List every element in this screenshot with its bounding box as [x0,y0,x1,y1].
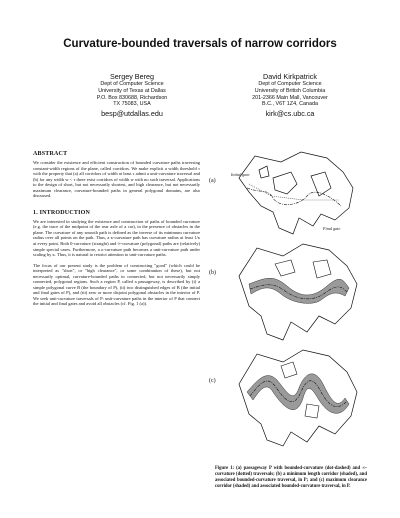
author-block-2 [205,72,375,119]
panel-label-a: (a) [209,178,216,184]
author-dept: Dept of Computer Science [258,81,322,87]
figure-caption: Figure 1: (a) passageway P with bounded-curvature (dot-dashed) and ∞-curvature (dotted) traversals; (b) a minimum length corridor (shaded), and associated bounded-curvature traversal, in P; and (c) maximum clearance corridor (shaded) and associated bounded-curvature traversal, in P. [215,466,367,489]
author-dept: Dept of Computer Science [100,81,164,87]
figure-drawing [203,148,375,448]
passageway-boundary [239,152,353,234]
introduction-heading: 1. INTRODUCTION [33,209,91,216]
panel-label-c: (c) [209,378,216,384]
author-name: David Kirkpatrick [263,72,317,81]
author-name: Sergey Bereg [110,72,154,81]
panel-label-b: (b) [209,270,216,276]
figure-1 [203,148,375,448]
author-affiliation: University of British Columbia [254,87,326,94]
passageway-panel-b [239,244,357,340]
passageway-panel-a [239,152,353,234]
introduction-paragraph: We are interested in studying the existence and construction of paths of bounded curvature (e.g. the trace of the midpoint of the rear axle of a car), in the presence of obstacles in the plane. The curvature of any smooth path is defined as the inverse of its minimum curvature radius over all points on the path. Thus, a κ-curvature path has curvature radius at least 1/κ at every point. Both 0-curvature (straight) and ∞-curvature (polygonal) paths are (relatively) simple special cases. Furthermore, a κ-curvature path becomes a unit-curvature path under scaling by κ. Thus, it is natural to restrict attention to unit-curvature paths. [33,218,200,258]
initial-gate-label: Initial gate [231,172,250,177]
obstacle [305,404,319,418]
author-address-line-1: 201-2366 Main Mall, Vancouver [252,94,328,101]
author-address-line-2: TX 75083, USA [113,101,151,108]
author-email: besp@utdallas.edu [101,109,163,119]
author-block-1 [47,72,217,119]
left-text-column [33,151,200,312]
paper-title: Curvature-bounded traversals of narrow corridors [63,38,337,50]
abstract-heading: ABSTRACT [33,151,68,157]
abstract-text: We consider the existence and efficient construction of bounded curvature paths traversing constant-width regions of the plane, called corridors. We make explicit a width threshold τ with the property that (a) all corridors of width at least τ admit a unit-curvature traversal and (b) for any width w < τ there exist corridors of width w with no such traversal. Applications to the design of short, but not necessarily shortest, and high clearance, but not necessarily maximum clearance, curvature-bounded paths in general polygonal domains, are also discussed. [33,160,200,199]
final-gate-label: Final gate [323,226,341,231]
introduction-paragraph: The focus of our present study is the problem of constructing "good" (which could be interpreted as "short", or "high clearance", or some combination of these), but not necessarily optimal, curvature-bounded paths in connected, but not necessarily simply connected, polygonal regions. Such a region P, called a passageway, is described by (i) a simple polygonal curve B (the boundary of P), (ii) two distinguished edges of B (the initial and final gates of P), and (iii) zero or more disjoint polygonal obstacles in the interior of P. We seek unit-curvature traversals of P: unit-curvature paths in the interior of P that connect the initial and final gates and avoid all obstacles (cf. Fig. 1 (a)). [33,262,200,307]
author-address-line-1: P.O. Box 830688, Richardson [96,94,168,101]
passageway-panel-c [239,350,357,446]
author-affiliation: University of Texas at Dallas [98,87,166,94]
author-email: kirk@cs.ubc.ca [265,109,315,119]
author-address-line-2: B.C., V6T 1Z4, Canada [262,101,318,108]
